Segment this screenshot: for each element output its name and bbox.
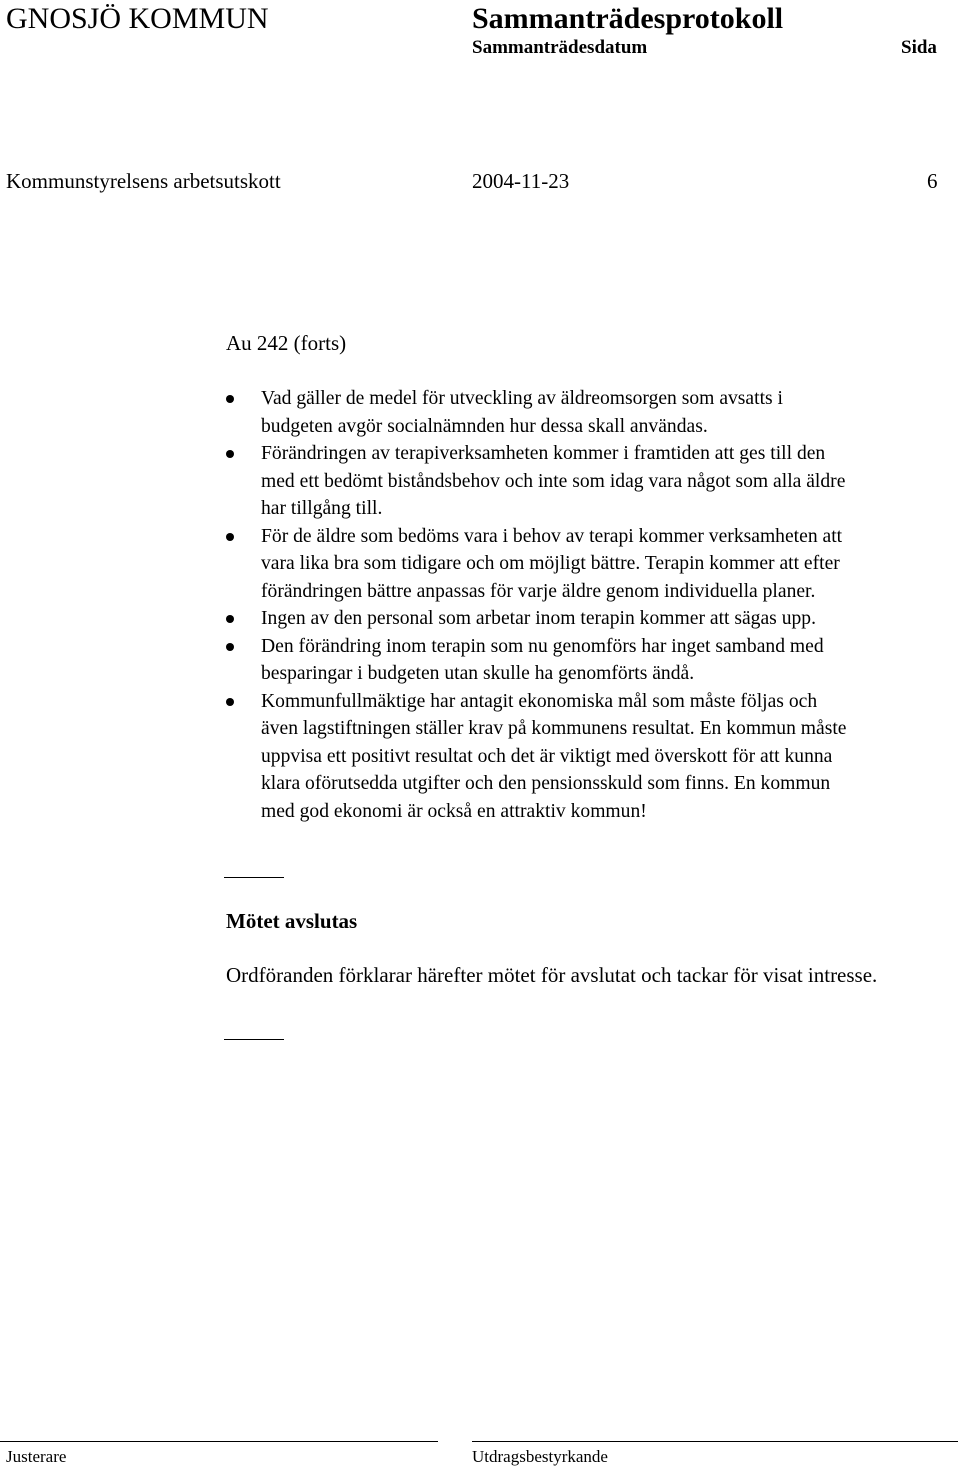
bullet-list bbox=[226, 385, 956, 825]
list-item-line: besparingar i budgeten utan skulle ha genomförts ändå. bbox=[261, 663, 695, 684]
list-item bbox=[226, 440, 956, 523]
list-item-line: För de äldre som bedöms vara i behov av terapi kommer verksamheten att bbox=[261, 525, 843, 547]
list-item bbox=[226, 605, 956, 633]
certification-label: Utdragsbestyrkande bbox=[472, 1447, 608, 1466]
section-divider bbox=[224, 877, 284, 878]
bullet-icon bbox=[226, 698, 234, 706]
list-item-line: Den förändring inom terapin som nu genomförs har inget samband med bbox=[261, 635, 824, 657]
signature-line-right bbox=[472, 1441, 958, 1442]
list-item bbox=[226, 633, 956, 688]
list-item-line: även lagstiftningen ställer krav på kommunens resultat. En kommun måste bbox=[261, 718, 847, 739]
list-item-line: Vad gäller de medel för utveckling av äldreomsorgen som avsatts i bbox=[261, 388, 783, 409]
signature-line-left bbox=[0, 1441, 438, 1442]
list-item-line: förändringen bättre anpassas för varje äldre genom individuella planer. bbox=[261, 580, 816, 602]
page-number: 6 bbox=[927, 169, 938, 193]
organization-name: GNOSJÖ KOMMUN bbox=[6, 2, 269, 35]
meeting-date: 2004-11-23 bbox=[472, 169, 570, 193]
page-label: Sida bbox=[901, 37, 937, 58]
bullet-icon bbox=[226, 643, 234, 651]
list-item bbox=[226, 385, 956, 440]
list-item-line: har tillgång till. bbox=[261, 498, 383, 519]
list-item-line: vara lika bra som tidigare och om möjligt bättre. Terapin kommer att efter bbox=[261, 553, 840, 574]
list-item-line: klara oförutsedda utgifter och den pensionsskuld som finns. En kommun bbox=[261, 773, 831, 794]
list-item-line: med god ekonomi är också en attraktiv kommun! bbox=[261, 800, 647, 822]
list-item bbox=[226, 523, 956, 606]
section-reference: Au 242 (forts) bbox=[226, 331, 347, 355]
document-type-title: Sammanträdesprotokoll bbox=[472, 2, 784, 35]
closing-heading: Mötet avslutas bbox=[226, 909, 358, 933]
list-item-line: Ingen av den personal som arbetar inom terapin kommer att sägas upp. bbox=[261, 608, 816, 629]
list-item bbox=[226, 688, 956, 826]
meeting-date-label: Sammanträdesdatum bbox=[472, 37, 648, 58]
list-item-line: Kommunfullmäktige har antagit ekonomiska mål som måste följas och bbox=[261, 690, 818, 712]
list-item-line: budgeten avgör socialnämnden hur dessa skall användas. bbox=[261, 415, 708, 437]
committee-name: Kommunstyrelsens arbetsutskott bbox=[6, 169, 281, 193]
list-item-line: uppvisa ett positivt resultat och det är viktigt med överskott för att kunna bbox=[261, 745, 833, 767]
list-item-line: med ett bedömt biståndsbehov och inte som idag vara något som alla äldre bbox=[261, 470, 846, 492]
section-divider bbox=[224, 1039, 284, 1040]
bullet-icon bbox=[226, 450, 234, 458]
bullet-icon bbox=[226, 395, 234, 403]
closing-paragraph: Ordföranden förklarar härefter mötet för avslutat och tackar för visat intresse. bbox=[226, 963, 878, 987]
list-item-line: Förändringen av terapiverksamheten kommer i framtiden att ges till den bbox=[261, 443, 826, 464]
adjuster-label: Justerare bbox=[6, 1447, 67, 1466]
bullet-icon bbox=[226, 533, 234, 541]
bullet-icon bbox=[226, 615, 234, 623]
